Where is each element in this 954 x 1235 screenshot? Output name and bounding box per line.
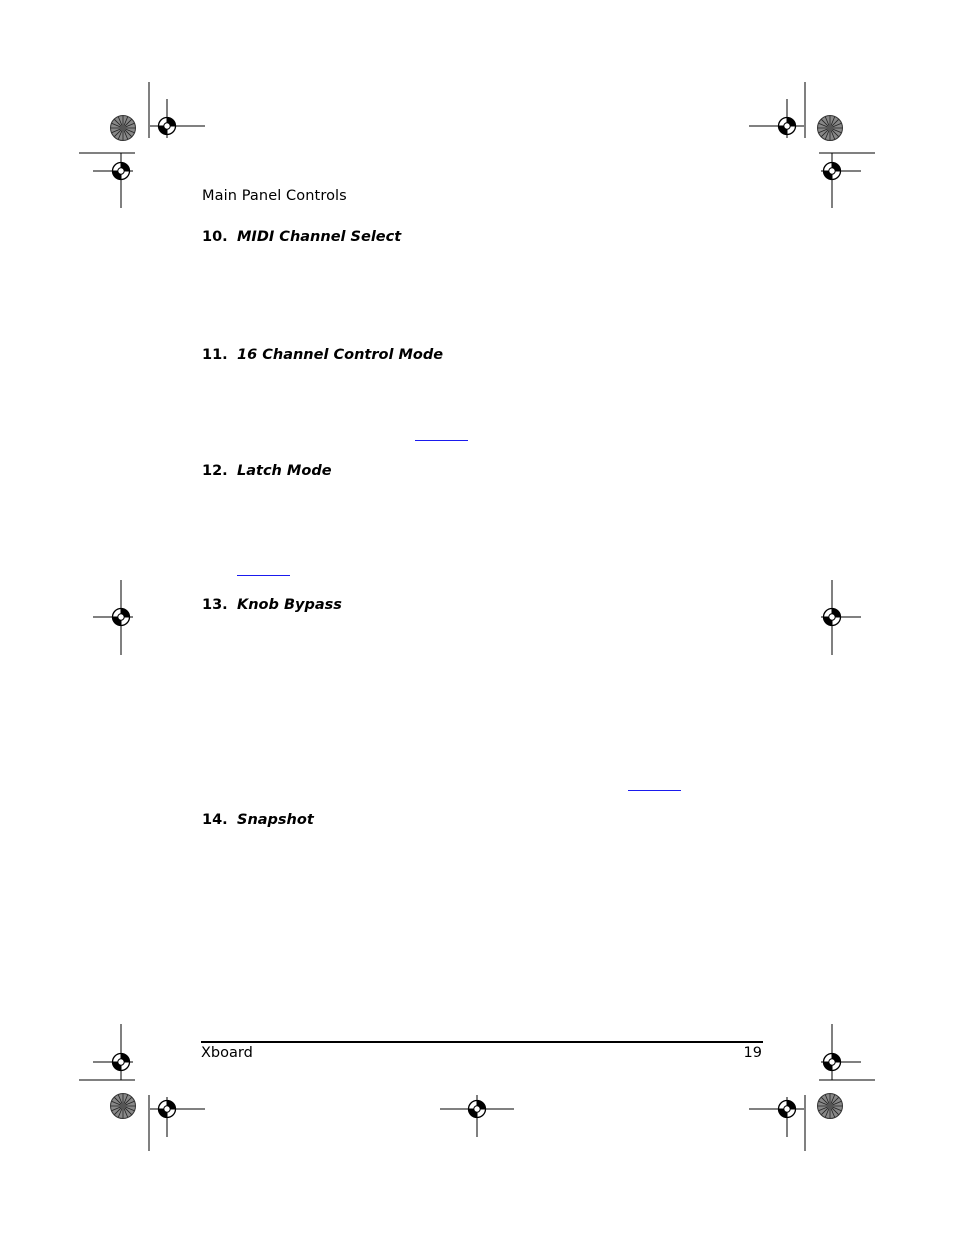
section-number: 11. bbox=[202, 347, 228, 363]
section-title: 16 Channel Control Mode bbox=[237, 347, 444, 363]
cross-reference-link[interactable] bbox=[237, 575, 290, 576]
section-number: 12. bbox=[202, 463, 228, 479]
section-number: 14. bbox=[202, 812, 228, 828]
cross-reference-link[interactable] bbox=[628, 790, 681, 791]
cross-reference-link[interactable] bbox=[415, 440, 468, 441]
section-heading-snapshot bbox=[202, 812, 314, 828]
section-number: 10. bbox=[202, 229, 228, 245]
page-number: 19 bbox=[743, 1045, 762, 1061]
section-heading-knob-bypass bbox=[202, 597, 342, 613]
footer-product-name: Xboard bbox=[201, 1045, 253, 1061]
section-heading-midi-channel-select bbox=[202, 229, 401, 245]
section-title: Snapshot bbox=[237, 812, 314, 828]
section-heading-latch-mode bbox=[202, 463, 332, 479]
running-header: Main Panel Controls bbox=[202, 188, 347, 204]
section-number: 13. bbox=[202, 597, 228, 613]
footer-divider bbox=[201, 1041, 763, 1043]
section-title: MIDI Channel Select bbox=[237, 229, 402, 245]
section-title: Latch Mode bbox=[237, 463, 332, 479]
section-heading-16-channel-control-mode bbox=[202, 347, 443, 363]
section-title: Knob Bypass bbox=[237, 597, 342, 613]
